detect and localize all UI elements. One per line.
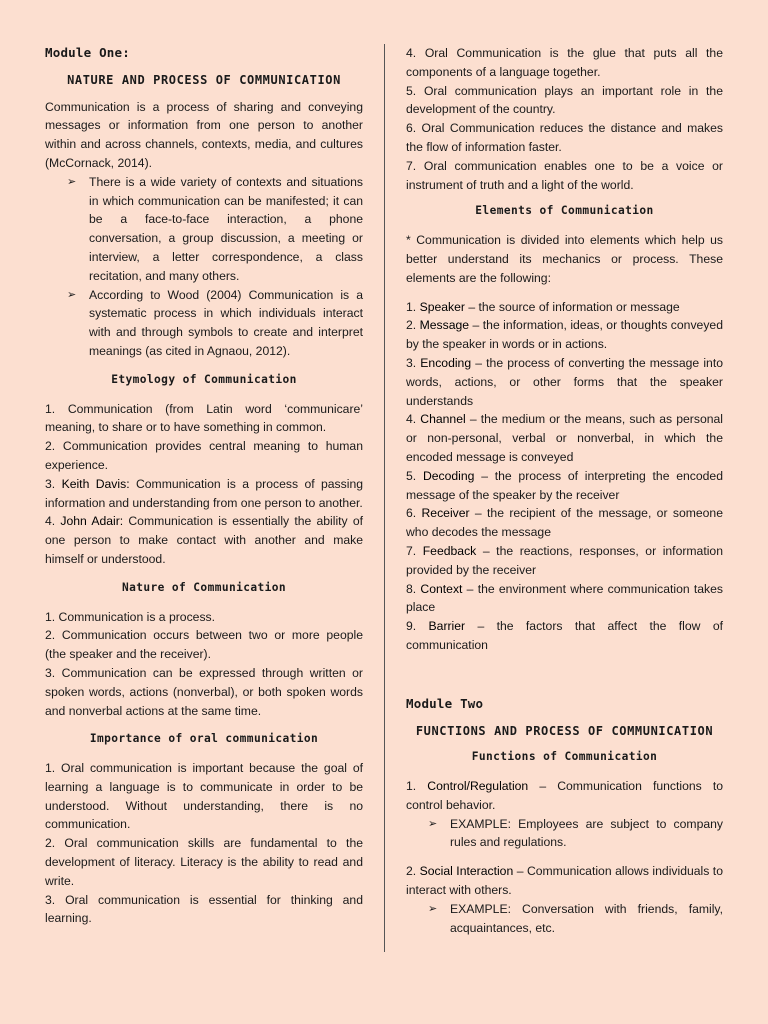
arrowhead-bullet-icon: ➢ (428, 902, 438, 915)
bullet-item: ➢ There is a wide variety of contexts and situations in which communication can be manifested; it can be a face-to-face interaction, a phone conversation, a group discussion, a meeting or interview, a letter correspondence, a class recitation, and many others. (45, 173, 363, 286)
bullet-item: ➢ EXAMPLE: Employees are subject to company rules and regulations. (406, 815, 723, 853)
element-item: 6. Receiver – the recipient of the message, or someone who decodes the message (406, 506, 723, 540)
importance-item: 5. Oral communication plays an important role in the development of the country. (406, 83, 723, 117)
nature-item: 1. Communication is a process. (45, 609, 216, 624)
importance-item: 4. Oral Communication is the glue that puts all the components of a language together. (406, 46, 723, 79)
left-column (45, 44, 363, 928)
importance-item: 7. Oral communication enables one to be a voice or instrument of truth and a light of the world. (406, 158, 723, 192)
nature-item: 3. Communication can be expressed through written or spoken words, actions (nonverbal), or both spoken words and nonverbal actions at the same time. (45, 665, 363, 718)
importance-item: 2. Oral communication skills are fundamental to the development of literacy. Literacy is the ability to read and write. (45, 836, 363, 888)
etymology-item: 1. Communication (from Latin word ‘communicare’ meaning, to share or to have something in common. (45, 401, 363, 435)
element-item: 7. Feedback – the reactions, responses, or information provided by the receiver (406, 543, 723, 577)
module-one-title: NATURE AND PROCESS OF COMMUNICATION (67, 72, 341, 87)
element-item: 2. Message – the information, ideas, or thoughts conveyed by the speaker in words or in actions. (406, 318, 723, 352)
column-divider (384, 44, 385, 952)
element-item: 1. Speaker – the source of information or message (406, 299, 680, 314)
right-column (406, 44, 723, 937)
etymology-item: 2. Communication provides central meaning to human experience. (45, 439, 363, 472)
intro-paragraph: Communication is a process of sharing and conveying messages or information from one person to another within and across channels, contexts, media, and cultures (McCornack, 2014). (45, 99, 363, 170)
etymology-item: 3. Keith Davis: Communication is a process of passing information and understanding from one person to another. (45, 476, 363, 510)
importance-heading: Importance of oral communication (89, 732, 319, 746)
element-item: 4. Channel – the medium or the means, such as personal or non-personal, verbal or nonverbal, in which the encoded message is conveyed (406, 412, 723, 464)
nature-item: 2. Communication occurs between two or more people (the speaker and the receiver). (45, 628, 363, 662)
arrowhead-bullet-icon: ➢ (67, 288, 77, 301)
etymology-heading: Etymology of Communication (111, 372, 297, 386)
module-two-title: FUNCTIONS AND PROCESS OF COMMUNICATION (415, 723, 714, 738)
module-one-label: Module One: (45, 45, 130, 60)
element-item: 3. Encoding – the process of converting the message into words, actions, or other forms that the speaker understands (406, 355, 723, 408)
functions-heading: Functions of Communication (471, 750, 658, 764)
element-item: 9. Barrier – the factors that affect the flow of communication (406, 619, 723, 652)
bullet-item: ➢ According to Wood (2004) Communication is a systematic process in which individuals interact with and through symbols to create and interpret meanings (as cited in Agnaou, 2012). (45, 286, 363, 361)
importance-item: 1. Oral communication is important because the goal of learning a language is to communicate in order to be understood. Without understanding, there is no communication. (45, 761, 363, 832)
module-two-label: Module Two (406, 695, 484, 711)
function-item: 1. Control/Regulation – Communication functions to control behavior. (406, 779, 723, 812)
elements-intro: * Communication is divided into elements which help us better understand its mechanics or process. These elements are the following: (406, 233, 723, 285)
arrowhead-bullet-icon: ➢ (428, 817, 438, 830)
bullet-item: ➢ EXAMPLE: Conversation with friends, family, acquaintances, etc. (406, 900, 723, 938)
arrowhead-bullet-icon: ➢ (67, 175, 77, 188)
function-item: 2. Social Interaction – Communication allows individuals to interact with others. (406, 864, 723, 898)
etymology-item: 4. John Adair: Communication is essentially the ability of one person to make contact with another and make himself or understood. (45, 514, 363, 566)
nature-heading: Nature of Communication (121, 580, 287, 594)
importance-item: 6. Oral Communication reduces the distance and makes the flow of information faster. (406, 121, 723, 154)
importance-item: 3. Oral communication is essential for thinking and learning. (45, 892, 363, 926)
element-item: 5. Decoding – the process of interpreting the encoded message of the speaker by the receiver (406, 468, 723, 502)
elements-heading: Elements of Communication (475, 204, 654, 218)
element-item: 8. Context – the environment where communication takes place (406, 581, 723, 615)
